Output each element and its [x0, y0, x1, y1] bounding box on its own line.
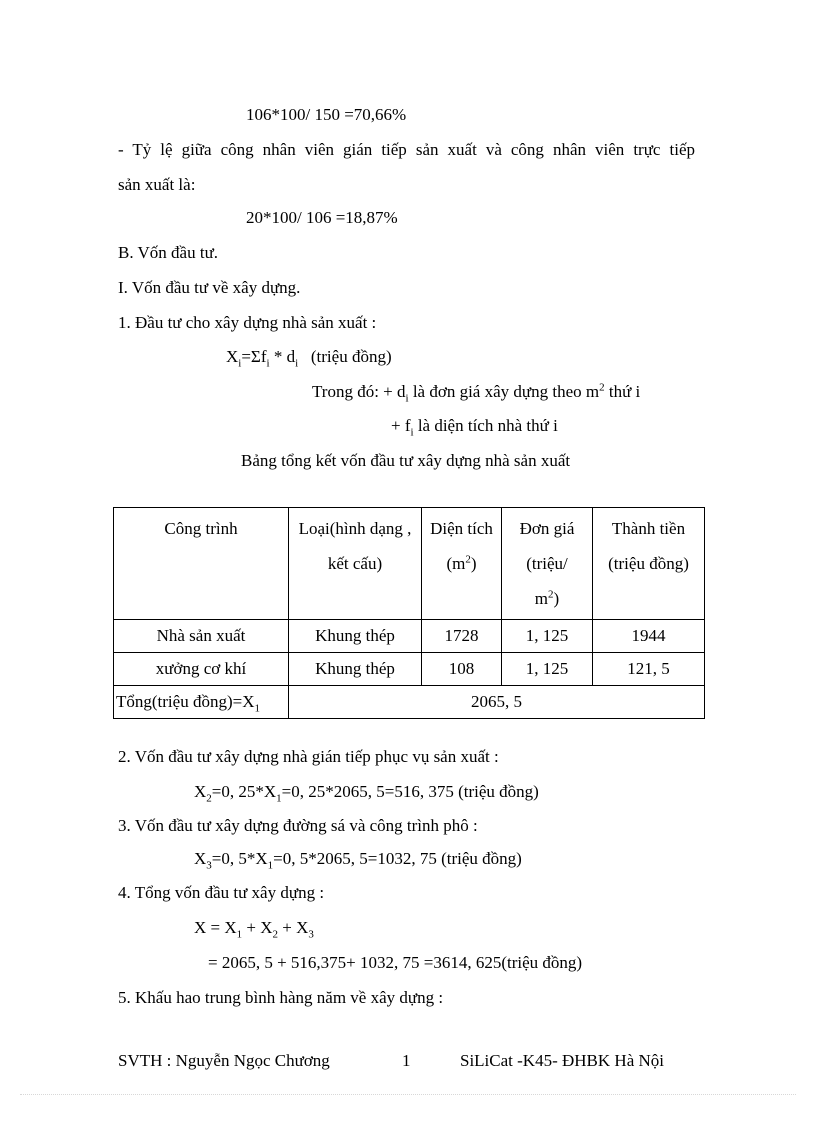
header-cong-trinh: Công trình [114, 508, 289, 620]
cell-price: 1, 125 [502, 620, 593, 653]
result-ratio-2: 20*100/ 106 =18,87% [246, 208, 398, 227]
result-ratio-1: 106*100/ 150 =70,66% [246, 105, 407, 124]
footer-school: SiLiCat -K45- ĐHBK Hà Nội [460, 1051, 664, 1070]
footer-author: SVTH : Nguyễn Ngọc Chương [118, 1051, 330, 1070]
cell-type: Khung thép [289, 653, 422, 686]
item-heading-5: 5. Khấu hao trung bình hàng năm về xây dựng : [118, 988, 444, 1007]
section-heading-i: I. Vốn đầu tư về xây dựng. [118, 278, 301, 297]
total-value: 2065, 5 [289, 686, 705, 719]
where-line-2: + $f_i$ là diện tích nhà thứ i [391, 416, 558, 439]
cell-total: 1944 [593, 620, 705, 653]
formula-xi: $X_i=\Sigma f_i * d_i$ (triệu đồng) [226, 347, 392, 370]
where-line-1: Trong đó: + $d_i$ là đơn giá xây dựng theo $m^2$ thứ i [312, 381, 641, 405]
investment-table [113, 507, 705, 719]
cell-price: 1, 125 [502, 653, 593, 686]
formula-x-total: = 2065, 5 + 516,375+ 1032, 75 =3614, 625(triệu đồng) [208, 953, 583, 972]
ratio-description-cont: sản xuất là: [118, 175, 196, 194]
cell-total: 121, 5 [593, 653, 705, 686]
ratio-description: - Tỷ lệ giữa công nhân viên gián tiếp sản xuất và công nhân viên trực tiếp [118, 140, 695, 159]
formula-x2: $X_2=0$, $25*X_1=0$, 25*2065, 5=516, 375 (triệu đồng) [194, 782, 539, 805]
header-don-gia: Đơn giá (triệu/ $m^2$) [502, 508, 593, 620]
header-thanh-tien: Thành tiền (triệu đồng) [593, 508, 705, 620]
cell-area: 108 [422, 653, 502, 686]
footer-page-number: 1 [402, 1051, 411, 1070]
header-loai: Loại(hình dạng , kết cấu) [289, 508, 422, 620]
item-heading-3: 3. Vốn đầu tư xây dựng đường sá và công trình phô : [118, 816, 478, 835]
cell-name: Nhà sản xuất [114, 620, 289, 653]
formula-x3: $X_3=0$, $5*X_1=0$, 5*2065, 5=1032, 75 (triệu đồng) [194, 849, 522, 872]
table-total-row [114, 686, 705, 719]
total-label: Tổng(triệu $đồng)=X_1$ [114, 686, 289, 719]
page-bottom-divider [20, 1094, 796, 1095]
item-heading-2: 2. Vốn đầu tư xây dựng nhà gián tiếp phục vụ sản xuất : [118, 747, 499, 766]
header-dien-tich: Diện tích $(m^2)$ [422, 508, 502, 620]
table-title: Bảng tổng kết vốn đầu tư xây dựng nhà sản xuất [241, 451, 571, 470]
item-heading-4: 4. Tổng vốn đầu tư xây dựng : [118, 883, 325, 902]
table-header-row [114, 508, 705, 620]
table-row [114, 653, 705, 686]
section-heading-b: B. Vốn đầu tư. [118, 243, 219, 262]
cell-type: Khung thép [289, 620, 422, 653]
cell-name: xưởng cơ khí [114, 653, 289, 686]
table-row [114, 620, 705, 653]
cell-area: 1728 [422, 620, 502, 653]
formula-x-sum: $X = X_1 + X_2 + X_3$ [194, 918, 314, 941]
item-heading-1: 1. Đầu tư cho xây dựng nhà sản xuất : [118, 313, 377, 332]
